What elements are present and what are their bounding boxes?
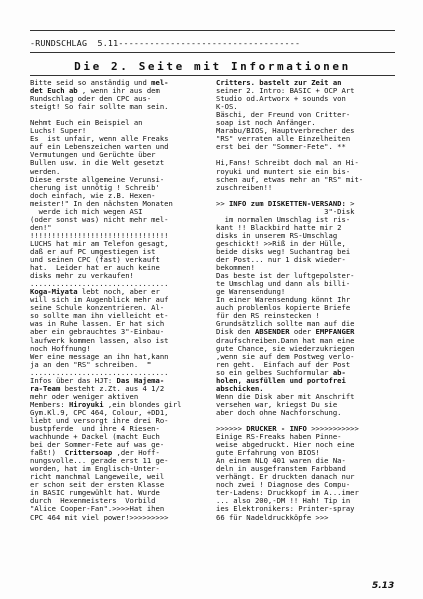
text-span: , wenn ihr aus dem — [77, 86, 160, 96]
text-span: deln in ausgefranstem Farbband — [216, 464, 346, 474]
text-span: mehr oder weniger aktiven — [30, 391, 139, 401]
page-number-signature: 5.13 — [372, 581, 395, 591]
text-span: liebt und versorgt ihre drei Ro- — [30, 415, 169, 425]
text-span: auf ein Lebenszeichen warten und — [30, 142, 169, 152]
text-span: was in Ruhe lassen. Er hat sich — [30, 319, 165, 329]
text-span: 66 für Nadeldruckköpfe >>> — [216, 512, 329, 522]
text-span: royuki und muntert sie ein bis- — [216, 166, 351, 176]
text-span: Marabu/BIOS, Hauptverbrecher des — [216, 126, 355, 136]
text-span: richt manchmal Langeweile, weil — [30, 472, 165, 482]
text-span: In einer Warensendung könnt Ihr — [216, 295, 351, 305]
text-span: Wer eine message an ihn hat,kann — [30, 351, 169, 361]
bold-text: Das Hajema- — [116, 375, 165, 385]
text-span: den!" — [30, 222, 52, 232]
text-span: ge Warensendung! — [216, 287, 286, 297]
text-span: Diese erste allgemeine Verunsi- — [30, 174, 165, 184]
text-span: weise abgedruckt. Hier noch eine — [216, 440, 355, 450]
header-rule — [30, 52, 395, 53]
text-span: und seinen CPC (fast) verkauft — [30, 255, 160, 265]
bold-text: abschicken. — [216, 383, 264, 393]
text-span: kant !! Blackbird hatte mir 2 — [216, 222, 342, 232]
text-span: disks mehr zu verkaufen! — [30, 271, 134, 281]
text-line — [216, 409, 398, 417]
text-span: nungsvolle... gerade erst 11 ge- — [30, 456, 169, 466]
text-span: LUCHS hat mir am Telefon gesagt, — [30, 238, 169, 248]
text-span: "RS" verraten alle Einzelheiten — [216, 134, 351, 144]
text-span: ,wenn sie auf dem Postweg verlo- — [216, 351, 355, 361]
bold-text: Crittersoap — [64, 448, 113, 458]
text-span: werden. — [30, 166, 61, 176]
title-rule — [30, 75, 395, 76]
text-span: bei der Sommer-Fete auf was ge- — [30, 440, 165, 450]
text-span: gute Erfahrung von BIOS! — [216, 448, 320, 458]
text-span: Disk den — [216, 327, 255, 337]
text-span: K-OS. — [216, 102, 238, 112]
text-line — [30, 514, 210, 522]
text-span: faßt!) — [30, 448, 65, 458]
text-span: versehen war, kriegst Du sie — [216, 399, 338, 409]
text-span: disks in unserem RS-Umschlag — [216, 230, 338, 240]
bold-text: INFO zum DISKETTEN-VERSAND: — [228, 198, 346, 208]
text-span: > — [345, 198, 355, 208]
text-span: für den RS reinstecken ! — [216, 311, 320, 321]
bold-text: Koga-Miyata — [30, 287, 78, 297]
text-span: besteht z.Zt. aus 4 1/2 — [60, 383, 165, 393]
text-span: in BASIC rumgewühlt hat. Wurde — [30, 488, 160, 498]
text-span: ... also 200,-DM !! Hah! Tip in — [216, 496, 351, 506]
text-span: ,ein blondes girl — [103, 399, 182, 409]
text-span: An einem NLQ 401 waren die Na- — [216, 456, 346, 466]
text-span: bustpferde und ihre 4 Riesen- — [30, 424, 160, 434]
text-span: gute Chance, sie wiederzukriegen — [216, 343, 355, 353]
text-span: durch Hexenmeisters Vorbild — [30, 496, 156, 506]
text-span: schen auf, etwas mehr an "RS" mit- — [216, 174, 364, 184]
text-span: will sich im Augenblick mehr auf — [30, 295, 169, 305]
bold-text: ab- — [332, 367, 346, 377]
text-line — [30, 216, 210, 224]
bold-text: ABSENDER — [254, 327, 290, 337]
text-span: worden, hat im Englisch-Unter- — [30, 464, 160, 474]
text-line — [216, 514, 398, 522]
bold-text: Critters. bastelt zur Zeit an — [216, 78, 342, 87]
text-span: Gym.Kl.9, CPC 464, Colour, +DD1, — [30, 407, 169, 417]
right-column — [216, 79, 398, 522]
text-span: Infos über das HJT: — [30, 375, 117, 385]
text-span: aber ein gebrauchtes 3"-Einbau- — [30, 327, 165, 337]
text-span: draufschreiben.Dann hat man eine — [216, 335, 355, 345]
running-header: -RUNDSCHLAG 5.11----------------------------------- — [30, 38, 301, 48]
text-span: Rundschlag oder den CPC aus- — [30, 94, 152, 104]
text-span: Es ist unfair, wenn alle Freaks — [30, 134, 169, 144]
text-span: verhängt. Er druckten danach nur — [216, 472, 355, 482]
text-span: >> — [216, 198, 229, 208]
bold-text: holen, ausfüllen und portofrei — [216, 375, 346, 385]
text-span: Wenn die Disk aber mit Anschrift — [216, 391, 355, 401]
text-span: steigt! So fair sollte man sein. — [30, 102, 169, 112]
bold-text: DRUCKER - INFO — [246, 424, 307, 434]
text-span: noch Hoffnung! — [30, 343, 91, 353]
text-span: erst bei der "Sommer-Fete". ** — [216, 142, 346, 152]
text-span: Einige RS-Freaks haben Pinne- — [216, 432, 342, 442]
bold-text: Hiroyuki — [68, 399, 104, 409]
page-title: Die 2. Seite mit Informationen — [74, 60, 351, 73]
text-span: zuschreiben!! — [216, 182, 273, 192]
text-span: daß er auf PC umgestiegen ist — [30, 246, 156, 256]
text-span: Bäschi, der Freund von Critter- — [216, 110, 351, 120]
text-span: wachhunde + Dackel (macht Euch — [30, 432, 160, 442]
bold-text: mel- — [151, 78, 169, 87]
text-span: im normalen Umschlag ist ris- — [216, 214, 351, 224]
text-span: Vermutungen und Gerüchte über — [30, 150, 156, 160]
text-span: oder — [289, 327, 316, 337]
text-span: te Umschlag und dann als billi- — [216, 279, 351, 289]
text-span: geschickt! >>Riß in der Hülle, — [216, 238, 346, 248]
text-span: Studio od.Artworx + sounds von — [216, 94, 346, 104]
text-span: aber doch ohne Nachforschung. — [216, 407, 342, 417]
bold-text: " — [146, 359, 152, 369]
text-span: meister!" In den nächsten Monaten — [30, 198, 173, 208]
text-span: 3"-Disk — [216, 206, 355, 216]
text-span: Grundsätzlich sollte man auf die — [216, 319, 355, 329]
text-span: ren geht. Einfach auf der Post — [216, 359, 351, 369]
text-span: !!!!!!!!!!!!!!!!!!!!!!!!!!!!!!!! — [30, 230, 169, 240]
text-span: CPC 464 mit viel power!>>>>>>>>> — [30, 512, 169, 522]
text-span: so ein gelbes Suchformular — [216, 367, 333, 377]
text-span: Bullen usw. in die Welt gesetzt — [30, 158, 165, 168]
text-line — [30, 103, 210, 111]
text-span: >>>>>> — [216, 424, 247, 434]
text-span: doch einfach, wie z.B. Hexen- — [30, 190, 156, 200]
text-span: der Post... nur 1 disk wieder- — [216, 255, 346, 265]
text-span: seiner 2. Intro: BASIC + OCP Art — [216, 86, 355, 96]
text-span: (oder sonst was) nicht mehr mel- — [30, 214, 169, 224]
text-span: ................................ — [30, 279, 169, 289]
text-span: Bitte seid so anständig und — [30, 78, 152, 87]
text-span: auch problemlos kopierte Briefe — [216, 303, 351, 313]
text-line — [216, 184, 398, 192]
text-span: "Alice Cooper-Fan".>>>>Hat ihen — [30, 504, 165, 514]
text-line — [216, 143, 398, 151]
text-span: >>>>>>>>>>> — [306, 424, 359, 434]
text-line — [216, 95, 398, 103]
text-span: ies Elektronikers: Printer-spray — [216, 504, 355, 514]
text-span: lebt noch, aber er — [77, 287, 160, 297]
text-span: hat. Leider hat er auch keine — [30, 263, 160, 273]
text-span: soap ist noch Anfänger. — [216, 118, 316, 128]
text-span: werde ich mich wegen ASI — [30, 206, 143, 216]
text-span: Das beste ist der luftgepolster- — [216, 271, 355, 281]
text-span: seine Schule konzentrieren. Al- — [30, 303, 165, 313]
text-span: ,der Hoff- — [112, 448, 160, 458]
text-span: beide disks weg! Suchantrag bei — [216, 246, 351, 256]
text-span: laufwerk kommen lassen, also ist — [30, 335, 169, 345]
text-span: noch zwei ! Diagnose des Compu- — [216, 480, 351, 490]
bold-text: det Euch ab — [30, 86, 78, 96]
text-span: Nehmt Euch ein Beispiel an — [30, 118, 143, 128]
text-span: er schon seit der ersten Klasse — [30, 480, 165, 490]
text-span: ................................ — [30, 367, 169, 377]
text-span: Members: — [30, 399, 69, 409]
bold-text: EMPFANGER — [315, 327, 355, 337]
text-span: ja an den "RS" schreiben. — [30, 359, 147, 369]
bold-text: ra-Team — [30, 383, 61, 393]
left-column — [30, 79, 210, 522]
top-rule — [30, 30, 395, 31]
text-span: Hi,Fans! Schreibt doch mal an Hi- — [216, 158, 359, 168]
text-span: Luchs! Super! — [30, 126, 87, 136]
text-span: cherung ist unnötig ! Schreib' — [30, 182, 160, 192]
text-span: bekommen! — [216, 263, 255, 273]
text-span: so sollte man ihn vielleicht et- — [30, 311, 169, 321]
text-span: ter-Ladens: Druckkopf im A...imer — [216, 488, 359, 498]
